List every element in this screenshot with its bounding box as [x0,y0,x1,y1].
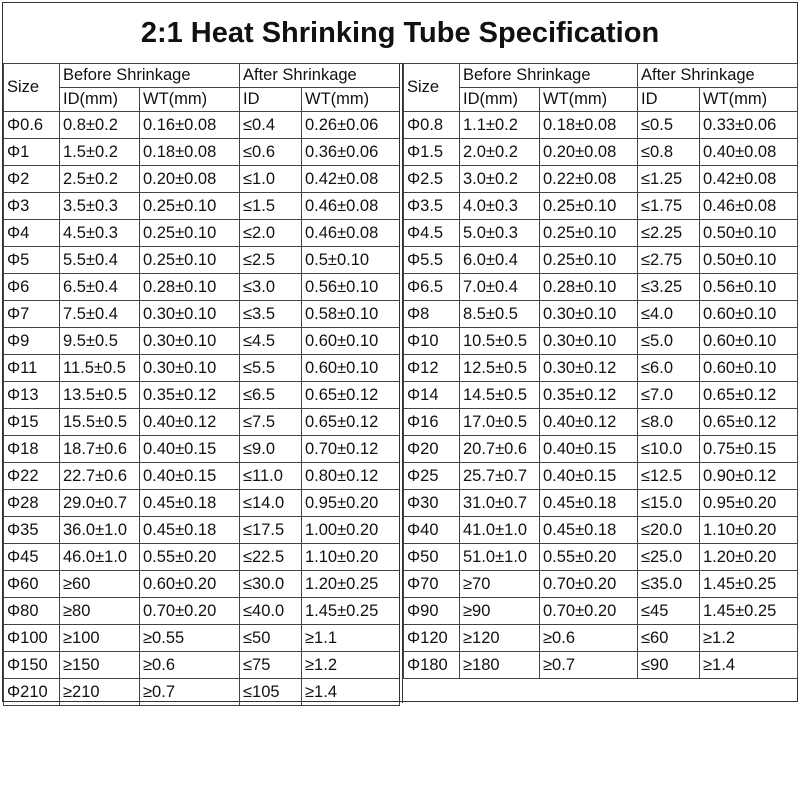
before-wt-cell: 0.30±0.12 [540,355,638,382]
table-row [404,166,798,193]
table-row [404,328,798,355]
table-row [404,652,798,679]
after-wt-cell: 1.45±0.25 [302,598,400,625]
before-id-cell: 3.0±0.2 [460,166,540,193]
before-wt-cell: 0.30±0.10 [140,328,240,355]
before-wt-cell: 0.40±0.15 [540,463,638,490]
before-wt-cell: 0.20±0.08 [140,166,240,193]
before-id-cell: 0.8±0.2 [60,112,140,139]
table-row [4,139,400,166]
after-wt-cell: ≥1.2 [700,625,798,652]
size-cell: Φ90 [404,598,460,625]
size-cell: Φ70 [404,571,460,598]
after-wt-cell: 0.46±0.08 [700,193,798,220]
after-wt-cell: 0.60±0.10 [302,328,400,355]
after-id-cell: ≤45 [638,598,700,625]
table-row [4,328,400,355]
after-wt-cell: 0.65±0.12 [700,382,798,409]
after-shrinkage-header: After Shrinkage [240,64,400,88]
table-row [4,355,400,382]
after-id-cell: ≤1.75 [638,193,700,220]
table-row [4,490,400,517]
before-id-cell: 1.1±0.2 [460,112,540,139]
before-wt-cell: 0.22±0.08 [540,166,638,193]
table-row [404,490,798,517]
table-row [4,544,400,571]
before-wt-cell: 0.40±0.15 [140,436,240,463]
after-id-cell: ≤7.5 [240,409,302,436]
size-cell: Φ12 [404,355,460,382]
size-cell: Φ2.5 [404,166,460,193]
table-row [404,220,798,247]
table-row [4,679,400,706]
before-id-cell: ≥100 [60,625,140,652]
after-wt-cell: ≥1.1 [302,625,400,652]
table-row [4,193,400,220]
before-wt-cell: 0.40±0.15 [540,436,638,463]
after-wt-cell: 1.10±0.20 [302,544,400,571]
after-wt-cell: 1.45±0.25 [700,598,798,625]
before-id-cell: 29.0±0.7 [60,490,140,517]
after-id-cell: ≤30.0 [240,571,302,598]
after-wt-cell: ≥1.4 [302,679,400,706]
after-wt-cell: 0.60±0.10 [700,355,798,382]
before-wt-cell: 0.25±0.10 [540,247,638,274]
before-id-cell: 9.5±0.5 [60,328,140,355]
before-id-cell: 2.5±0.2 [60,166,140,193]
size-cell: Φ6.5 [404,274,460,301]
before-wt-cell: 0.45±0.18 [540,517,638,544]
table-row [4,625,400,652]
before-wt-cell: 0.28±0.10 [540,274,638,301]
size-cell: Φ0.6 [4,112,60,139]
table-row [404,436,798,463]
after-id-cell: ≤25.0 [638,544,700,571]
after-wt-cell: 0.80±0.12 [302,463,400,490]
before-wt-cell: 0.70±0.20 [140,598,240,625]
size-cell: Φ25 [404,463,460,490]
after-wt-cell: 0.65±0.12 [302,382,400,409]
size-cell: Φ9 [4,328,60,355]
before-id-cell: 22.7±0.6 [60,463,140,490]
size-cell: Φ5.5 [404,247,460,274]
after-wt-cell: 0.95±0.20 [700,490,798,517]
before-id-cell: 18.7±0.6 [60,436,140,463]
table-row [4,301,400,328]
size-header: Size [4,64,60,112]
table-row [4,463,400,490]
size-cell: Φ3 [4,193,60,220]
table-row [404,463,798,490]
after-wt-cell: 1.00±0.20 [302,517,400,544]
after-wt-cell: 1.45±0.25 [700,571,798,598]
size-cell: Φ150 [4,652,60,679]
before-wt-cell: ≥0.55 [140,625,240,652]
table-row [404,193,798,220]
before-wt-cell: 0.30±0.10 [540,301,638,328]
size-cell: Φ11 [4,355,60,382]
before-id-header: ID(mm) [60,88,140,112]
after-wt-cell: 0.60±0.10 [700,328,798,355]
after-wt-header: WT(mm) [700,88,798,112]
after-id-cell: ≤12.5 [638,463,700,490]
after-wt-cell: 0.50±0.10 [700,247,798,274]
table-row [4,274,400,301]
after-wt-cell: 0.56±0.10 [700,274,798,301]
after-id-cell: ≤15.0 [638,490,700,517]
header-row-group [4,64,400,88]
after-id-cell: ≤1.5 [240,193,302,220]
before-id-cell: 46.0±1.0 [60,544,140,571]
size-cell: Φ4.5 [404,220,460,247]
before-id-cell: 6.0±0.4 [460,247,540,274]
table-row [404,382,798,409]
size-cell: Φ13 [4,382,60,409]
before-wt-cell: 0.30±0.10 [540,328,638,355]
after-wt-cell: 0.95±0.20 [302,490,400,517]
table-row [4,436,400,463]
before-id-cell: ≥210 [60,679,140,706]
size-cell: Φ20 [404,436,460,463]
table-row [4,166,400,193]
table-row [4,652,400,679]
table-row [404,112,798,139]
before-wt-cell: 0.28±0.10 [140,274,240,301]
size-cell: Φ1.5 [404,139,460,166]
size-cell: Φ4 [4,220,60,247]
before-wt-cell: 0.45±0.18 [140,517,240,544]
after-id-cell: ≤3.5 [240,301,302,328]
table-row [4,571,400,598]
before-wt-cell: 0.25±0.10 [140,220,240,247]
after-id-cell: ≤5.0 [638,328,700,355]
before-shrinkage-header: Before Shrinkage [60,64,240,88]
after-wt-cell: 1.10±0.20 [700,517,798,544]
before-shrinkage-header: Before Shrinkage [460,64,638,88]
after-wt-header: WT(mm) [302,88,400,112]
after-id-cell: ≤8.0 [638,409,700,436]
size-cell: Φ5 [4,247,60,274]
before-wt-cell: ≥0.6 [540,625,638,652]
after-id-cell: ≤6.0 [638,355,700,382]
before-id-cell: 17.0±0.5 [460,409,540,436]
before-id-cell: 1.5±0.2 [60,139,140,166]
size-cell: Φ28 [4,490,60,517]
table-row [404,517,798,544]
after-wt-cell: 0.46±0.08 [302,193,400,220]
after-wt-cell: 0.26±0.06 [302,112,400,139]
after-id-cell: ≤60 [638,625,700,652]
before-id-cell: 36.0±1.0 [60,517,140,544]
table-row [4,409,400,436]
before-id-cell: 5.0±0.3 [460,220,540,247]
size-cell: Φ10 [404,328,460,355]
before-wt-cell: ≥0.7 [540,652,638,679]
before-wt-cell: 0.25±0.10 [540,220,638,247]
table-row [4,382,400,409]
header-row-sub [404,88,798,112]
after-id-cell: ≤50 [240,625,302,652]
after-id-cell: ≤90 [638,652,700,679]
size-cell: Φ35 [4,517,60,544]
after-wt-cell: ≥1.4 [700,652,798,679]
after-id-cell: ≤4.0 [638,301,700,328]
size-cell: Φ30 [404,490,460,517]
size-cell: Φ7 [4,301,60,328]
before-id-cell: 11.5±0.5 [60,355,140,382]
before-id-cell: 25.7±0.7 [460,463,540,490]
size-cell: Φ14 [404,382,460,409]
size-cell: Φ3.5 [404,193,460,220]
before-id-cell: 31.0±0.7 [460,490,540,517]
before-wt-cell: ≥0.7 [140,679,240,706]
spec-table-left [3,63,400,706]
after-wt-cell: 0.40±0.08 [700,139,798,166]
before-id-cell: 20.7±0.6 [460,436,540,463]
before-id-cell: 12.5±0.5 [460,355,540,382]
empty-cell [404,679,798,706]
size-header: Size [404,64,460,112]
size-cell: Φ2 [4,166,60,193]
after-wt-cell: 0.65±0.12 [700,409,798,436]
before-id-cell: ≥90 [460,598,540,625]
size-cell: Φ8 [404,301,460,328]
after-id-cell: ≤9.0 [240,436,302,463]
after-id-header: ID [240,88,302,112]
table-row [404,409,798,436]
table-row [4,247,400,274]
after-id-cell: ≤35.0 [638,571,700,598]
after-id-cell: ≤2.25 [638,220,700,247]
before-wt-cell: 0.70±0.20 [540,598,638,625]
size-cell: Φ120 [404,625,460,652]
before-id-cell: 51.0±1.0 [460,544,540,571]
size-cell: Φ50 [404,544,460,571]
before-id-cell: 4.0±0.3 [460,193,540,220]
after-id-cell: ≤3.0 [240,274,302,301]
size-cell: Φ40 [404,517,460,544]
after-wt-cell: 0.58±0.10 [302,301,400,328]
after-wt-cell: ≥1.2 [302,652,400,679]
after-wt-cell: 0.5±0.10 [302,247,400,274]
before-wt-cell: 0.25±0.10 [140,193,240,220]
after-wt-cell: 1.20±0.25 [302,571,400,598]
before-wt-cell: 0.30±0.10 [140,301,240,328]
after-id-cell: ≤0.8 [638,139,700,166]
before-id-header: ID(mm) [460,88,540,112]
after-wt-cell: 0.60±0.10 [700,301,798,328]
table-row [404,274,798,301]
before-wt-cell: 0.16±0.08 [140,112,240,139]
table-row [404,571,798,598]
before-id-cell: 7.5±0.4 [60,301,140,328]
after-id-cell: ≤0.5 [638,112,700,139]
before-wt-cell: 0.70±0.20 [540,571,638,598]
after-wt-cell: 0.36±0.06 [302,139,400,166]
table-row [4,220,400,247]
table-row [4,517,400,544]
before-wt-cell: 0.35±0.12 [140,382,240,409]
page-title: 2:1 Heat Shrinking Tube Specification [3,3,797,64]
after-id-cell: ≤10.0 [638,436,700,463]
before-wt-cell: 0.45±0.18 [540,490,638,517]
after-id-cell: ≤17.5 [240,517,302,544]
after-id-cell: ≤0.4 [240,112,302,139]
after-wt-cell: 0.90±0.12 [700,463,798,490]
before-wt-cell: 0.20±0.08 [540,139,638,166]
before-id-cell: 3.5±0.3 [60,193,140,220]
header-row-sub [4,88,400,112]
before-id-cell: 15.5±0.5 [60,409,140,436]
after-wt-cell: 0.33±0.06 [700,112,798,139]
table-row [404,139,798,166]
size-cell: Φ80 [4,598,60,625]
after-id-cell: ≤1.25 [638,166,700,193]
after-id-cell: ≤1.0 [240,166,302,193]
after-id-cell: ≤0.6 [240,139,302,166]
after-wt-cell: 0.70±0.12 [302,436,400,463]
after-id-cell: ≤3.25 [638,274,700,301]
after-id-cell: ≤2.75 [638,247,700,274]
before-id-cell: ≥120 [460,625,540,652]
table-row [404,544,798,571]
before-wt-cell: 0.35±0.12 [540,382,638,409]
before-id-cell: 5.5±0.4 [60,247,140,274]
before-id-cell: 14.5±0.5 [460,382,540,409]
before-id-cell: 2.0±0.2 [460,139,540,166]
size-cell: Φ180 [404,652,460,679]
after-id-cell: ≤7.0 [638,382,700,409]
after-id-cell: ≤40.0 [240,598,302,625]
before-wt-cell: 0.25±0.10 [140,247,240,274]
after-shrinkage-header: After Shrinkage [638,64,798,88]
after-wt-cell: 0.56±0.10 [302,274,400,301]
spec-sheet [2,2,798,702]
table-row [404,301,798,328]
before-wt-cell: 0.25±0.10 [540,193,638,220]
after-wt-cell: 0.46±0.08 [302,220,400,247]
after-id-cell: ≤75 [240,652,302,679]
header-row-group [404,64,798,88]
size-cell: Φ210 [4,679,60,706]
size-cell: Φ45 [4,544,60,571]
table-row [404,355,798,382]
before-id-cell: ≥150 [60,652,140,679]
table-row [4,112,400,139]
before-id-cell: ≥80 [60,598,140,625]
size-cell: Φ100 [4,625,60,652]
before-wt-header: WT(mm) [140,88,240,112]
before-wt-cell: ≥0.6 [140,652,240,679]
before-wt-cell: 0.18±0.08 [540,112,638,139]
before-id-cell: 7.0±0.4 [460,274,540,301]
size-cell: Φ1 [4,139,60,166]
before-wt-cell: 0.55±0.20 [540,544,638,571]
before-wt-cell: 0.45±0.18 [140,490,240,517]
before-id-cell: 13.5±0.5 [60,382,140,409]
after-wt-cell: 0.65±0.12 [302,409,400,436]
after-id-cell: ≤105 [240,679,302,706]
before-wt-cell: 0.30±0.10 [140,355,240,382]
size-cell: Φ60 [4,571,60,598]
before-id-cell: ≥70 [460,571,540,598]
size-cell: Φ6 [4,274,60,301]
before-id-cell: 10.5±0.5 [460,328,540,355]
after-id-cell: ≤20.0 [638,517,700,544]
before-id-cell: 41.0±1.0 [460,517,540,544]
before-wt-cell: 0.40±0.12 [540,409,638,436]
before-wt-cell: 0.55±0.20 [140,544,240,571]
after-wt-cell: 0.42±0.08 [302,166,400,193]
before-id-cell: 6.5±0.4 [60,274,140,301]
spec-table-right [403,63,798,705]
after-id-cell: ≤11.0 [240,463,302,490]
empty-row [404,679,798,706]
after-id-cell: ≤22.5 [240,544,302,571]
after-wt-cell: 0.75±0.15 [700,436,798,463]
after-wt-cell: 1.20±0.20 [700,544,798,571]
table-row [404,625,798,652]
before-wt-header: WT(mm) [540,88,638,112]
after-wt-cell: 0.50±0.10 [700,220,798,247]
table-row [4,598,400,625]
before-wt-cell: 0.40±0.12 [140,409,240,436]
after-id-cell: ≤4.5 [240,328,302,355]
after-id-cell: ≤14.0 [240,490,302,517]
before-id-cell: 8.5±0.5 [460,301,540,328]
size-cell: Φ0.8 [404,112,460,139]
before-wt-cell: 0.18±0.08 [140,139,240,166]
before-id-cell: ≥180 [460,652,540,679]
table-row [404,598,798,625]
after-id-cell: ≤2.0 [240,220,302,247]
size-cell: Φ18 [4,436,60,463]
after-wt-cell: 0.42±0.08 [700,166,798,193]
after-id-cell: ≤2.5 [240,247,302,274]
before-id-cell: 4.5±0.3 [60,220,140,247]
after-id-header: ID [638,88,700,112]
after-wt-cell: 0.60±0.10 [302,355,400,382]
before-wt-cell: 0.60±0.20 [140,571,240,598]
after-id-cell: ≤6.5 [240,382,302,409]
before-id-cell: ≥60 [60,571,140,598]
size-cell: Φ16 [404,409,460,436]
table-row [404,247,798,274]
size-cell: Φ15 [4,409,60,436]
before-wt-cell: 0.40±0.15 [140,463,240,490]
size-cell: Φ22 [4,463,60,490]
after-id-cell: ≤5.5 [240,355,302,382]
